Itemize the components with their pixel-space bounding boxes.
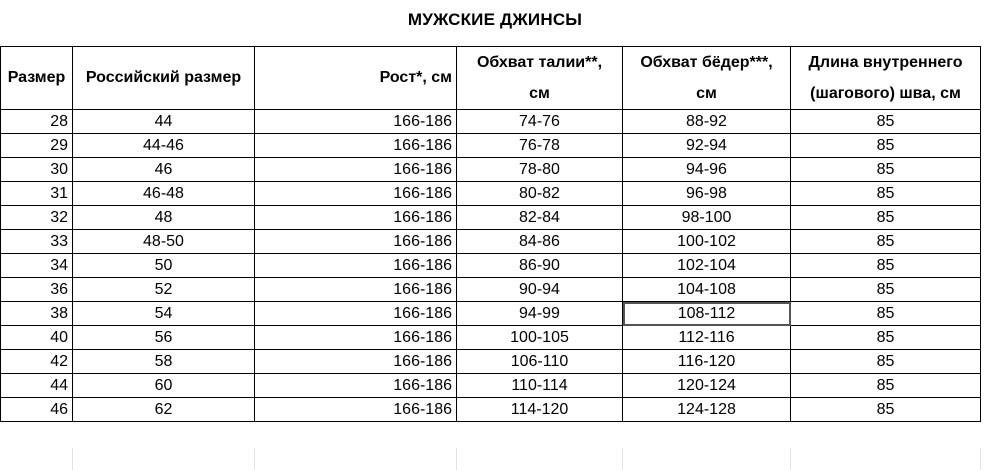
cell-height[interactable]: 166-186 <box>255 230 457 254</box>
cell-waist[interactable]: 110-114 <box>457 374 623 398</box>
cell-hips[interactable]: 124-128 <box>623 398 791 422</box>
table-row <box>1 374 981 398</box>
cell-inseam[interactable]: 85 <box>791 182 981 206</box>
cell-waist[interactable]: 94-99 <box>457 302 623 326</box>
cell-hips[interactable]: 104-108 <box>623 278 791 302</box>
cell-height[interactable]: 166-186 <box>255 110 457 134</box>
cell-inseam[interactable]: 85 <box>791 374 981 398</box>
cell-hips-selected[interactable]: 108-112 <box>623 302 791 326</box>
cell-height[interactable]: 166-186 <box>255 206 457 230</box>
grid-line <box>790 448 791 470</box>
cell-waist[interactable]: 84-86 <box>457 230 623 254</box>
cell-ru-size[interactable]: 46 <box>73 158 255 182</box>
cell-waist[interactable]: 114-120 <box>457 398 623 422</box>
cell-size[interactable]: 46 <box>1 398 73 422</box>
cell-inseam[interactable]: 85 <box>791 134 981 158</box>
cell-height[interactable]: 166-186 <box>255 350 457 374</box>
cell-ru-size[interactable]: 52 <box>73 278 255 302</box>
cell-waist[interactable]: 86-90 <box>457 254 623 278</box>
header-ru-size[interactable]: Российский размер <box>73 47 255 110</box>
cell-height[interactable]: 166-186 <box>255 374 457 398</box>
cell-hips[interactable]: 96-98 <box>623 182 791 206</box>
cell-hips[interactable]: 100-102 <box>623 230 791 254</box>
cell-height[interactable]: 166-186 <box>255 326 457 350</box>
cell-ru-size[interactable]: 56 <box>73 326 255 350</box>
cell-inseam[interactable]: 85 <box>791 350 981 374</box>
cell-height[interactable]: 166-186 <box>255 254 457 278</box>
empty-grid-row <box>0 448 1000 470</box>
cell-size[interactable]: 38 <box>1 302 73 326</box>
table-row <box>1 398 981 422</box>
cell-hips[interactable]: 112-116 <box>623 326 791 350</box>
cell-hips[interactable]: 92-94 <box>623 134 791 158</box>
table-row <box>1 110 981 134</box>
cell-ru-size[interactable]: 50 <box>73 254 255 278</box>
cell-inseam[interactable]: 85 <box>791 206 981 230</box>
grid-line <box>254 448 255 470</box>
cell-hips[interactable]: 102-104 <box>623 254 791 278</box>
header-height[interactable]: Рост*, см <box>255 47 457 110</box>
cell-ru-size[interactable]: 62 <box>73 398 255 422</box>
cell-ru-size[interactable]: 60 <box>73 374 255 398</box>
table-row <box>1 182 981 206</box>
header-waist-line1[interactable]: Обхват талии**, <box>457 47 623 80</box>
cell-hips[interactable]: 120-124 <box>623 374 791 398</box>
cell-inseam[interactable]: 85 <box>791 158 981 182</box>
cell-size[interactable]: 44 <box>1 374 73 398</box>
cell-size[interactable]: 31 <box>1 182 73 206</box>
table-title: МУЖСКИЕ ДЖИНСЫ <box>407 10 583 29</box>
cell-inseam[interactable]: 85 <box>791 398 981 422</box>
cell-waist[interactable]: 82-84 <box>457 206 623 230</box>
cell-hips[interactable]: 94-96 <box>623 158 791 182</box>
header-size[interactable]: Размер <box>1 47 73 110</box>
grid-line <box>980 448 981 470</box>
cell-ru-size[interactable]: 58 <box>73 350 255 374</box>
cell-waist[interactable]: 100-105 <box>457 326 623 350</box>
cell-size[interactable]: 29 <box>1 134 73 158</box>
cell-height[interactable]: 166-186 <box>255 278 457 302</box>
cell-size[interactable]: 34 <box>1 254 73 278</box>
cell-ru-size[interactable]: 54 <box>73 302 255 326</box>
cell-inseam[interactable]: 85 <box>791 230 981 254</box>
size-table <box>0 46 981 422</box>
cell-waist[interactable]: 74-76 <box>457 110 623 134</box>
table-row <box>1 350 981 374</box>
grid-line <box>622 448 623 470</box>
cell-size[interactable]: 32 <box>1 206 73 230</box>
table-row <box>1 254 981 278</box>
cell-height[interactable]: 166-186 <box>255 182 457 206</box>
cell-ru-size[interactable]: 46-48 <box>73 182 255 206</box>
cell-size[interactable]: 42 <box>1 350 73 374</box>
cell-waist[interactable]: 80-82 <box>457 182 623 206</box>
cell-waist[interactable]: 90-94 <box>457 278 623 302</box>
header-hips-line2[interactable]: см <box>623 79 791 110</box>
table-row <box>1 134 981 158</box>
grid-line <box>456 448 457 470</box>
cell-hips[interactable]: 88-92 <box>623 110 791 134</box>
header-inseam-line1[interactable]: Длина внутреннего <box>791 47 981 80</box>
cell-size[interactable]: 30 <box>1 158 73 182</box>
cell-size[interactable]: 40 <box>1 326 73 350</box>
cell-inseam[interactable]: 85 <box>791 110 981 134</box>
table-row <box>1 326 981 350</box>
cell-size[interactable]: 28 <box>1 110 73 134</box>
cell-inseam[interactable]: 85 <box>791 254 981 278</box>
table-row <box>1 206 981 230</box>
header-inseam-line2[interactable]: (шагового) шва, см <box>791 79 981 110</box>
cell-waist[interactable]: 106-110 <box>457 350 623 374</box>
cell-height[interactable]: 166-186 <box>255 302 457 326</box>
header-hips-line1[interactable]: Обхват бёдер***, <box>623 47 791 80</box>
table-row <box>1 302 981 326</box>
table-row <box>1 230 981 254</box>
grid-line <box>72 448 73 470</box>
cell-ru-size[interactable]: 48 <box>73 206 255 230</box>
cell-size[interactable]: 36 <box>1 278 73 302</box>
cell-size[interactable]: 33 <box>1 230 73 254</box>
table-row <box>1 158 981 182</box>
table-row <box>1 278 981 302</box>
cell-height[interactable]: 166-186 <box>255 398 457 422</box>
cell-inseam[interactable]: 85 <box>791 278 981 302</box>
cell-inseam[interactable]: 85 <box>791 302 981 326</box>
header-waist-line2[interactable]: см <box>457 79 623 110</box>
cell-height[interactable]: 166-186 <box>255 158 457 182</box>
cell-ru-size[interactable]: 44 <box>73 110 255 134</box>
cell-waist[interactable]: 78-80 <box>457 158 623 182</box>
cell-inseam[interactable]: 85 <box>791 326 981 350</box>
cell-ru-size[interactable]: 44-46 <box>73 134 255 158</box>
cell-height[interactable]: 166-186 <box>255 134 457 158</box>
cell-hips[interactable]: 98-100 <box>623 206 791 230</box>
cell-waist[interactable]: 76-78 <box>457 134 623 158</box>
cell-ru-size[interactable]: 48-50 <box>73 230 255 254</box>
cell-hips[interactable]: 116-120 <box>623 350 791 374</box>
